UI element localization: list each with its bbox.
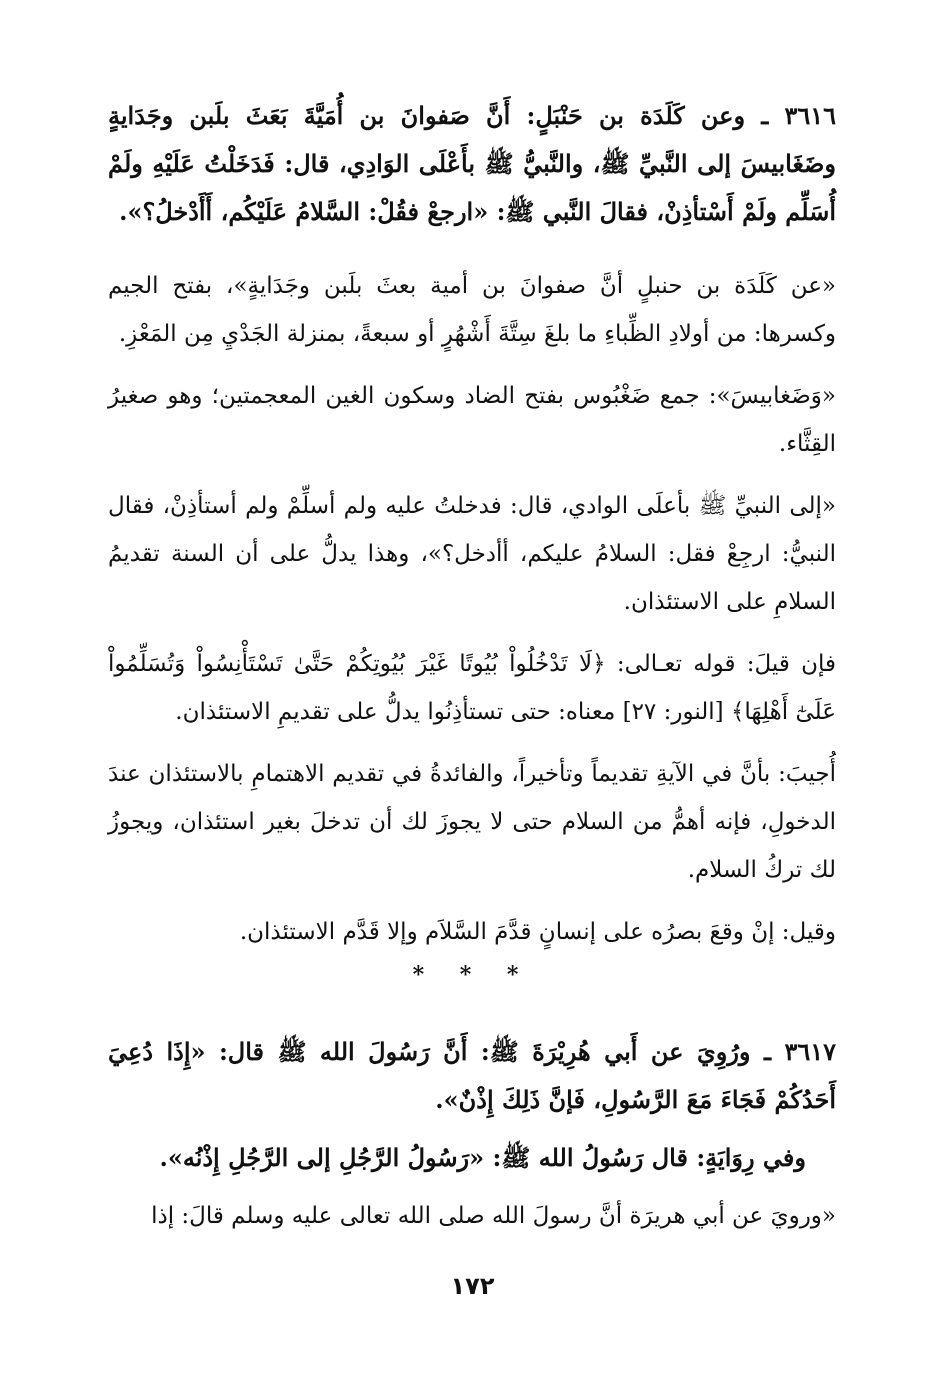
commentary-answer: أُجيبَ: بأنَّ في الآيةِ تقديماً وتأخيراً، والفائدةُ في تقديم الاهتمامِ بالاستئذان عندَ الدخولِ، فإنه أهمُّ من السلام حتى لا يجوزَ لك أن تدخلَ بغير استئذان، ويجوزُ لك تركُ السلام. xyxy=(108,761,836,883)
commentary-objection: فإن قيلَ: قوله تعـالى: ﴿لَا تَدْخُلُواْ بُيُوتًا غَيْرَ بُيُوتِكُمْ حَتَّىٰ تَسْتَأْنِسُواْ وَتُسَلِّمُواْ عَلَىٰٓ أَهْلِهَا﴾ [النور: ٢٧] معناه: حتى تستأذِنُوا يدلُّ على تقديمِ الاستئذان. xyxy=(108,651,836,725)
section-separator: * * * xyxy=(412,962,533,988)
hadith-3616-block xyxy=(108,92,836,236)
hadith-3617-variant: وفي رِوَايَةٍ: قال رَسُولُ الله ﷺ: «رَسُولُ الرَّجُلِ إلى الرَّجُلِ إِذْنُه». xyxy=(159,1143,806,1172)
commentary-alternative-view: وقيل: إنْ وقعَ بصرُه على إنسانٍ قدَّمَ السَّلاَم وإلا قَدَّم الاستئذان. xyxy=(239,919,836,945)
commentary-daghabis: «وَضَغابيسَ»: جمع ضَغْبُوس بفتح الضاد وسكون الغين المعجمتين؛ وهو صغيرُ القِثَّاء. xyxy=(108,383,836,457)
commentary-jadaya: «عن كَلَدَة بن حنبلٍ أنَّ صفوانَ بن أمية بعثَ بلَبن وجَدَايةٍ»، بفتح الجيم وكسرها: من أولادِ الظِّباءِ ما بلغَ سِتَّةَ أَشْهُرٍ أو سبعةً، بمنزلة الجَدْيِ مِن المَعْزِ. xyxy=(108,273,836,347)
hadith-3617-block xyxy=(108,1028,836,1240)
commentary-salam-first: «إلى النبيِّ ﷺ بأعلَى الوادي، قال: فدخلتُ عليه ولم أسلِّمْ ولم أستأذِنْ، فقال النبيُّ: ارجِعْ فقل: السلامُ عليكم، أأدخل؟»، وهذا يدلُّ على أن السنة تقديمُ السلامِ على الاستئذان. xyxy=(108,493,836,615)
page-number: ١٧٢ xyxy=(450,1272,495,1300)
hadith-3616-text: ٣٦١٦ ـ وعن كَلَدَة بن حَنْبَلٍ: أَنَّ صَفوانَ بن أُمَيَّةَ بَعَثَ بلَبن وجَدَايةٍ وضَغَابيسَ إلى النَّبيِّ ﷺ، والنَّبيُّ ﷺ بأَعْلَى الوَادِي، قال: فَدَخَلْتُ عَلَيْهِ ولَمْ أُسَلِّم ولَمْ أَسْتأذِنْ، فقالَ النَّبي ﷺ: «ارجعْ فقُلْ: السَّلامُ عَلَيْكُم، أَأَدْخلُ؟». xyxy=(108,101,836,226)
hadith-3617-text: ٣٦١٧ ـ ورُوِيَ عن أَبي هُرِيْرَةَ ﷺ: أَنَّ رَسُولَ الله ﷺ قال: «إِذَا دُعِيَ أَحَدُكُمْ فَجَاءَ مَعَ الرَّسُولِ، فَإنَّ ذَلِكَ إِذْنٌ». xyxy=(108,1037,836,1114)
commentary-3617-start: «ورويَ عن أبي هريرَة أنَّ رسولَ الله صلى الله تعالى عليه وسلم قالَ: إذا xyxy=(151,1203,836,1229)
commentary-block-1 xyxy=(108,262,836,956)
